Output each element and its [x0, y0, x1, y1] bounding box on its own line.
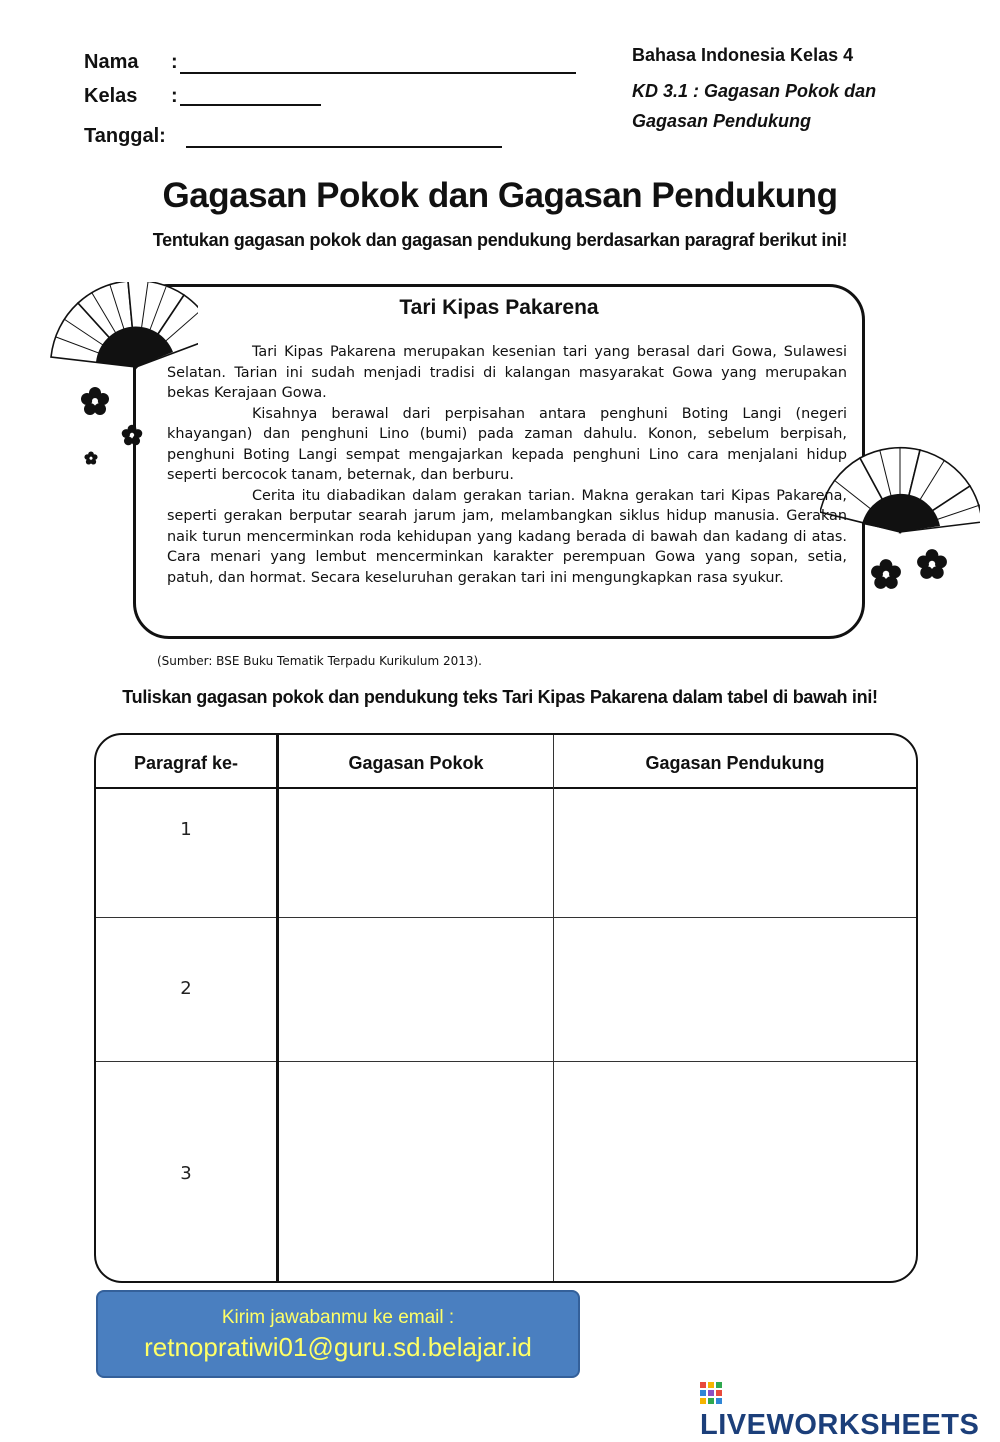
column-divider: [553, 735, 554, 1281]
page-title: Gagasan Pokok dan Gagasan Pendukung: [162, 176, 838, 215]
header-paragraph: Paragraf ke-: [133, 753, 239, 773]
date-input-line[interactable]: [186, 146, 502, 148]
flower-icon: [121, 424, 143, 446]
reading-title: Tari Kipas Pakarena: [399, 296, 599, 319]
header-main-idea: Gagasan Pokok: [348, 753, 484, 773]
liveworksheets-logo-icon: [700, 1382, 722, 1404]
row-number-3: 3: [180, 1163, 192, 1184]
main-idea-cell-2[interactable]: [280, 919, 552, 1060]
row-number-1: 1: [180, 819, 192, 840]
class-label: Kelas: [84, 85, 138, 107]
column-divider: [276, 735, 279, 1281]
supporting-idea-cell-1[interactable]: [555, 789, 916, 916]
answer-table: [94, 733, 918, 1283]
email-box: [96, 1290, 580, 1378]
email-label: Kirim jawabanmu ke email :: [221, 1307, 455, 1328]
instruction-text: Tentukan gagasan pokok dan gagasan pendukung berdasarkan paragraf berikut ini!: [152, 230, 848, 250]
email-address[interactable]: retnopratiwi01@guru.sd.belajar.id: [144, 1332, 532, 1362]
date-label: Tanggal:: [84, 125, 166, 147]
liveworksheets-brand[interactable]: [700, 1376, 1000, 1442]
supporting-idea-cell-2[interactable]: [555, 919, 916, 1060]
class-colon: :: [171, 85, 178, 107]
paragraph-2: Kisahnya berawal dari perpisahan antara penghuni Boting Langi (negeri khayangan) dan penghuni Lino (bumi) pada zaman dahulu. Konon, sebelum berpisah, penghuni Boting Langi sempat mengajarkan kepada penghuni Lino cara menjalani hidup seperti bercocok tanam, beternak, dan berburu.: [167, 405, 847, 483]
reading-text: [167, 342, 847, 588]
row-divider: [96, 1061, 916, 1062]
paragraph-3: Cerita itu diabadikan dalam gerakan tarian. Makna gerakan tari Kipas Pakarena, seperti gerakan berputar searah jarum jam, melambangkan siklus hidup manusia. Gerakan naik turun mencerminkan roda kehidupan yang kadang berada di bawah dan kadang di atas. Cara menari yang lembut mencerminkan karakter perempuan Gowa yang sopan, setia, patuh, dan hormat. Secara keseluruhan gerakan tari ini mengungkapkan rasa syukur.: [167, 487, 847, 586]
source-citation: (Sumber: BSE Buku Tematik Terpadu Kurikulum 2013).: [157, 654, 482, 668]
subject-label: Bahasa Indonesia Kelas 4: [632, 45, 854, 65]
kd-label: [632, 76, 952, 136]
flower-icon: [916, 548, 948, 580]
main-idea-cell-3[interactable]: [280, 1063, 552, 1279]
name-label: Nama: [84, 51, 139, 73]
kd-line-1: KD 3.1 : Gagasan Pokok dan: [632, 81, 877, 101]
brand-text: LIVEWORKSHEETS: [700, 1409, 980, 1441]
supporting-idea-cell-3[interactable]: [555, 1063, 916, 1279]
row-divider: [96, 917, 916, 918]
task-instruction: Tuliskan gagasan pokok dan pendukung teks Tari Kipas Pakarena dalam tabel di bawah ini!: [122, 687, 878, 707]
header-supporting-idea: Gagasan Pendukung: [645, 753, 825, 773]
name-colon: :: [171, 51, 178, 73]
kd-line-2: Gagasan Pendukung: [632, 111, 812, 131]
flower-icon: [80, 386, 110, 416]
row-number-2: 2: [180, 978, 192, 999]
flower-icon: [84, 451, 98, 465]
flower-icon: [870, 558, 902, 590]
main-idea-cell-1[interactable]: [280, 789, 552, 916]
class-input-line[interactable]: [180, 104, 321, 106]
paragraph-1: Tari Kipas Pakarena merupakan kesenian tari yang berasal dari Gowa, Sulawesi Selatan. Tarian ini sudah menjadi tradisi di kalangan masyarakat Gowa yang merupakan bekas Kerajaan Gowa.: [167, 344, 847, 401]
name-input-line[interactable]: [180, 72, 576, 74]
